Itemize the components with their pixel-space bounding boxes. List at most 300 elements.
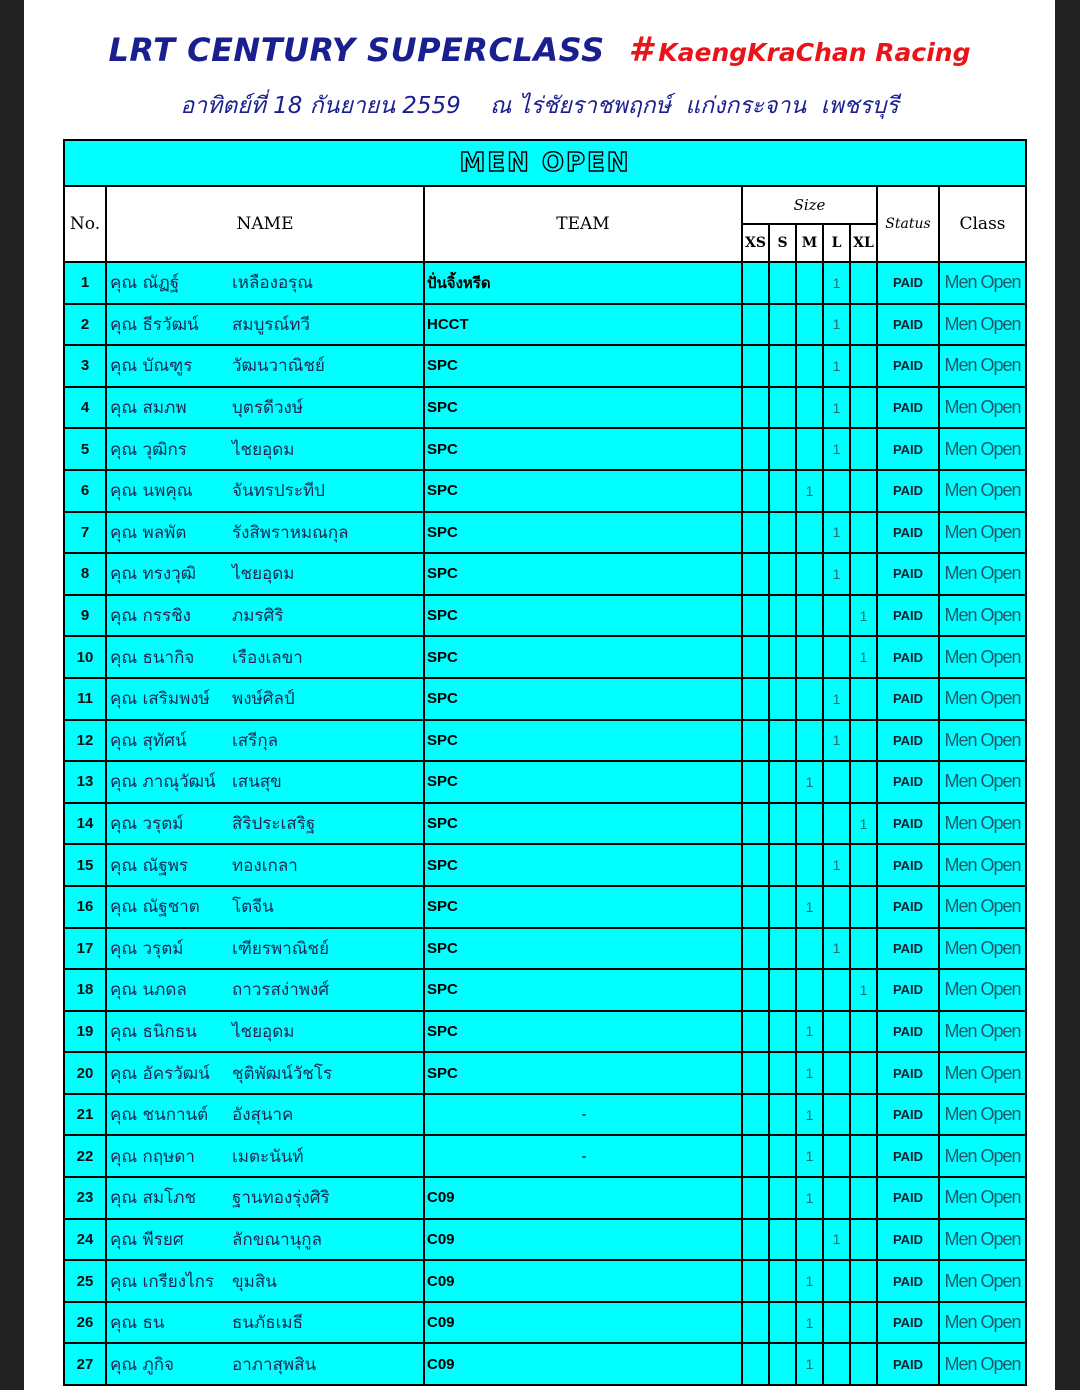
first-name: คุณ อัครวัฒน์ [110,1063,210,1084]
first-name: คุณ ณัฐชาต [110,897,200,918]
cell-size-s [769,720,796,762]
cell-class: Men Open [939,262,1026,304]
cell-team: C09 [424,1177,742,1219]
cell-status: PAID [877,1011,939,1053]
cell-status: PAID [877,1177,939,1219]
cell-name [106,803,424,845]
cell-no: 24 [64,1219,106,1261]
cell-name [106,1177,424,1219]
cell-size-s [769,387,796,429]
cell-size-xs [742,1260,769,1302]
cell-size-l: 1 [823,553,850,595]
table-row [64,886,1026,928]
cell-size-s [769,886,796,928]
cell-size-m: 1 [796,1052,823,1094]
cell-size-m [796,928,823,970]
cell-team: SPC [424,886,742,928]
cell-team: SPC [424,844,742,886]
cell-team: HCCT [424,304,742,346]
cell-status: PAID [877,345,939,387]
first-name: คุณ เกรียงไกร [110,1271,215,1292]
cell-size-xl [850,428,877,470]
table-row [64,803,1026,845]
cell-class: Men Open [939,928,1026,970]
cell-status: PAID [877,1302,939,1344]
cell-class: Men Open [939,1260,1026,1302]
cell-size-s [769,636,796,678]
table-row [64,761,1026,803]
cell-team: SPC [424,928,742,970]
cell-size-xl [850,387,877,429]
cell-size-xs [742,969,769,1011]
last-name: ธนภัธเมธี [232,1313,303,1334]
table-row [64,553,1026,595]
cell-size-s [769,1260,796,1302]
cell-size-xs [742,1302,769,1344]
cell-size-xl [850,553,877,595]
cell-team: C09 [424,1302,742,1344]
cell-name [106,928,424,970]
registration-table [63,139,1027,1386]
cell-size-l: 1 [823,387,850,429]
cell-status: PAID [877,720,939,762]
cell-no: 1 [64,262,106,304]
cell-no: 15 [64,844,106,886]
cell-status: PAID [877,1260,939,1302]
cell-class: Men Open [939,1094,1026,1136]
cell-size-xl [850,720,877,762]
cell-size-s [769,761,796,803]
first-name: คุณ ณัฐพร [110,855,189,876]
cell-status: PAID [877,1219,939,1261]
first-name: คุณ ธน [110,1313,165,1334]
last-name: รังสิพราหมณกุล [232,522,349,543]
cell-no: 2 [64,304,106,346]
cell-size-s [769,1343,796,1385]
cell-team: C09 [424,1219,742,1261]
table-row [64,928,1026,970]
cell-size-xs [742,428,769,470]
column-header-size-xl: XL [850,224,877,262]
first-name: คุณ เสริมพงษ์ [110,689,210,710]
cell-class: Men Open [939,470,1026,512]
cell-size-xl: 1 [850,803,877,845]
cell-size-xs [742,345,769,387]
cell-class: Men Open [939,886,1026,928]
column-header-size: Size [742,186,877,224]
first-name: คุณ ภาณุวัฒน์ [110,772,216,793]
cell-name [106,304,424,346]
cell-team: SPC [424,803,742,845]
cell-no: 8 [64,553,106,595]
cell-class: Men Open [939,553,1026,595]
cell-size-m [796,1219,823,1261]
cell-size-m [796,636,823,678]
cell-size-l [823,761,850,803]
cell-team: SPC [424,678,742,720]
column-header-name: NAME [106,186,424,262]
first-name: คุณ ทรงวุฒิ [110,564,197,585]
cell-name [106,636,424,678]
cell-name [106,1219,424,1261]
first-name: คุณ วรุตม์ [110,938,184,959]
cell-size-m [796,720,823,762]
cell-class: Men Open [939,595,1026,637]
cell-no: 11 [64,678,106,720]
table-row [64,1094,1026,1136]
cell-class: Men Open [939,803,1026,845]
cell-team: SPC [424,595,742,637]
cell-size-xs [742,595,769,637]
table-row [64,969,1026,1011]
cell-size-xl [850,1260,877,1302]
cell-name [106,470,424,512]
cell-size-l [823,636,850,678]
cell-team: SPC [424,1052,742,1094]
cell-status: PAID [877,1052,939,1094]
last-name: ลักขณานุกูล [232,1229,322,1250]
cell-size-xs [742,1219,769,1261]
cell-class: Men Open [939,345,1026,387]
table-row [64,1052,1026,1094]
cell-name [106,886,424,928]
cell-size-xl: 1 [850,636,877,678]
cell-no: 6 [64,470,106,512]
cell-no: 3 [64,345,106,387]
cell-name [106,1343,424,1385]
table-row [64,678,1026,720]
last-name: สมบูรณ์ทวี [232,314,311,335]
column-header-size-s: S [769,224,796,262]
table-row [64,345,1026,387]
cell-class: Men Open [939,1343,1026,1385]
cell-no: 21 [64,1094,106,1136]
first-name: คุณ ณัฏฐ์ [110,273,180,294]
table-row [64,595,1026,637]
table-row [64,1260,1026,1302]
cell-size-xl [850,512,877,554]
cell-team: SPC [424,1011,742,1053]
cell-status: PAID [877,969,939,1011]
cell-size-l [823,1302,850,1344]
cell-size-xl: 1 [850,595,877,637]
cell-class: Men Open [939,636,1026,678]
cell-class: Men Open [939,1302,1026,1344]
cell-size-m [796,595,823,637]
document-title [24,30,1055,70]
cell-size-xs [742,886,769,928]
cell-size-m [796,844,823,886]
cell-size-m [796,304,823,346]
table-row [64,1177,1026,1219]
cell-size-s [769,595,796,637]
document-page [24,0,1055,1390]
last-name: พงษ์ศิลป์ [232,689,295,710]
first-name: คุณ ภูกิจ [110,1354,175,1375]
table-body [64,262,1026,1385]
cell-size-l [823,1011,850,1053]
cell-size-s [769,345,796,387]
cell-team: - [424,1094,742,1136]
first-name: คุณ วุฒิกร [110,439,187,460]
cell-class: Men Open [939,428,1026,470]
cell-status: PAID [877,928,939,970]
first-name: คุณ บัณฑูร [110,356,193,377]
last-name: ฐานทองรุ่งศิริ [232,1188,330,1209]
cell-size-xs [742,636,769,678]
cell-size-s [769,928,796,970]
cell-status: PAID [877,262,939,304]
cell-size-m: 1 [796,1260,823,1302]
cell-team: SPC [424,470,742,512]
cell-size-xs [742,1135,769,1177]
last-name: เสรีกุล [232,730,279,751]
cell-size-xs [742,720,769,762]
last-name: ภมรศิริ [232,606,284,627]
table-row [64,1219,1026,1261]
cell-size-xl [850,1302,877,1344]
column-header-status: Status [877,186,939,262]
cell-size-xs [742,1011,769,1053]
last-name: ไชยอุดม [232,439,295,460]
cell-class: Men Open [939,1011,1026,1053]
table-row [64,1011,1026,1053]
cell-class: Men Open [939,1219,1026,1261]
cell-no: 27 [64,1343,106,1385]
cell-size-l [823,1260,850,1302]
first-name: คุณ ชนกานต์ [110,1105,209,1126]
table-row [64,387,1026,429]
cell-status: PAID [877,886,939,928]
cell-size-m: 1 [796,1177,823,1219]
cell-size-xs [742,1052,769,1094]
cell-size-xs [742,1177,769,1219]
cell-team: SPC [424,553,742,595]
cell-status: PAID [877,428,939,470]
cell-no: 9 [64,595,106,637]
table-row [64,636,1026,678]
cell-no: 20 [64,1052,106,1094]
cell-no: 14 [64,803,106,845]
cell-size-xs [742,761,769,803]
cell-class: Men Open [939,1135,1026,1177]
cell-size-l [823,470,850,512]
cell-name [106,969,424,1011]
last-name: เสนสุข [232,772,282,793]
cell-name [106,1302,424,1344]
cell-size-xs [742,512,769,554]
cell-size-m [796,345,823,387]
cell-no: 23 [64,1177,106,1219]
cell-team: SPC [424,387,742,429]
cell-size-xs [742,387,769,429]
cell-size-s [769,262,796,304]
cell-status: PAID [877,595,939,637]
cell-class: Men Open [939,678,1026,720]
cell-team: C09 [424,1260,742,1302]
cell-size-l [823,969,850,1011]
cell-size-l: 1 [823,262,850,304]
last-name: ไชยอุดม [232,564,295,585]
table-row [64,844,1026,886]
event-date-location: อาทิตย์ที่ 18 กันยายน 2559 ณ ไร่ชัยราชพฤกษ์ แก่งกระจาน เพชรบุรี [180,93,899,119]
cell-status: PAID [877,512,939,554]
cell-size-xs [742,262,769,304]
hashtag-event: KaengKraChan Racing [658,38,971,67]
cell-team: SPC [424,345,742,387]
cell-team: SPC [424,512,742,554]
cell-size-s [769,470,796,512]
hashtag-symbol: # [628,30,653,70]
cell-size-m [796,262,823,304]
cell-size-l: 1 [823,678,850,720]
cell-size-xl [850,928,877,970]
first-name: คุณ นภดล [110,980,187,1001]
cell-no: 26 [64,1302,106,1344]
cell-size-xs [742,1343,769,1385]
cell-size-m [796,428,823,470]
cell-no: 4 [64,387,106,429]
cell-size-m [796,678,823,720]
first-name: คุณ พลพัต [110,522,187,543]
cell-size-xl [850,1094,877,1136]
cell-size-xs [742,553,769,595]
cell-size-l [823,1343,850,1385]
last-name: ขุมสิน [232,1271,277,1292]
table-row [64,1343,1026,1385]
last-name: เมตะนันท์ [232,1146,304,1167]
last-name: ทองเกลา [232,855,298,876]
cell-no: 13 [64,761,106,803]
cell-size-xl [850,470,877,512]
column-header-no: No. [64,186,106,262]
last-name: เหลืองอรุณ [232,273,314,294]
cell-size-xl [850,886,877,928]
cell-status: PAID [877,678,939,720]
column-header-size-m: M [796,224,823,262]
cell-size-s [769,304,796,346]
cell-size-xl [850,345,877,387]
cell-name [106,1011,424,1053]
cell-no: 19 [64,1011,106,1053]
cell-status: PAID [877,304,939,346]
cell-size-m: 1 [796,1094,823,1136]
cell-size-xl [850,304,877,346]
cell-size-xl [850,1343,877,1385]
cell-size-xs [742,844,769,886]
cell-size-m: 1 [796,1135,823,1177]
cell-team: ปั่นจิ้งหรีด [424,262,742,304]
cell-size-s [769,512,796,554]
cell-size-s [769,1135,796,1177]
cell-size-l [823,595,850,637]
cell-size-xs [742,470,769,512]
table-row [64,470,1026,512]
last-name: ถาวรสง่าพงศ์ [232,980,330,1001]
cell-size-s [769,969,796,1011]
cell-size-xs [742,1094,769,1136]
cell-size-xs [742,678,769,720]
cell-no: 10 [64,636,106,678]
cell-name [106,345,424,387]
cell-size-s [769,553,796,595]
cell-size-m: 1 [796,761,823,803]
cell-size-m [796,512,823,554]
first-name: คุณ วรุตม์ [110,814,184,835]
cell-size-l [823,1052,850,1094]
last-name: ไชยอุดม [232,1021,295,1042]
cell-name [106,512,424,554]
cell-no: 12 [64,720,106,762]
column-header-size-l: L [823,224,850,262]
cell-size-s [769,1302,796,1344]
last-name: บุตรดีวงษ์ [232,398,304,419]
cell-size-s [769,1011,796,1053]
cell-size-m [796,969,823,1011]
cell-no: 25 [64,1260,106,1302]
last-name: ชุติพัฒน์วัชโร [232,1063,333,1084]
cell-size-l: 1 [823,720,850,762]
last-name: จันทรประทีป [232,481,325,502]
cell-size-xs [742,928,769,970]
table-row [64,720,1026,762]
cell-no: 5 [64,428,106,470]
cell-size-xl [850,1052,877,1094]
category-banner: MEN OPEN [64,140,1026,186]
first-name: คุณ พีรยศ [110,1229,184,1250]
cell-size-s [769,1177,796,1219]
first-name: คุณ สุทัศน์ [110,730,187,751]
first-name: คุณ นพคุณ [110,481,193,502]
cell-size-l: 1 [823,304,850,346]
cell-size-xl [850,844,877,886]
cell-size-m [796,387,823,429]
cell-status: PAID [877,844,939,886]
cell-no: 22 [64,1135,106,1177]
cell-name [106,1052,424,1094]
first-name: คุณ ธนิกธน [110,1021,197,1042]
cell-size-s [769,844,796,886]
cell-name [106,844,424,886]
cell-size-l: 1 [823,345,850,387]
cell-name [106,761,424,803]
cell-size-s [769,1052,796,1094]
first-name: คุณ สมโภช [110,1188,197,1209]
cell-no: 17 [64,928,106,970]
cell-name [106,262,424,304]
cell-size-m: 1 [796,470,823,512]
column-header-team: TEAM [424,186,742,262]
cell-status: PAID [877,1343,939,1385]
table-row [64,1302,1026,1344]
cell-size-xl [850,1177,877,1219]
cell-size-xl [850,1011,877,1053]
cell-name [106,720,424,762]
cell-name [106,1135,424,1177]
cell-size-m: 1 [796,886,823,928]
cell-size-s [769,803,796,845]
cell-name [106,678,424,720]
cell-size-m [796,803,823,845]
cell-name [106,387,424,429]
cell-status: PAID [877,1135,939,1177]
cell-size-m [796,553,823,595]
last-name: เฑียรพาณิชย์ [232,938,330,959]
last-name: อาภาสุพสิน [232,1354,317,1375]
cell-size-m: 1 [796,1343,823,1385]
cell-size-xs [742,803,769,845]
cell-size-l [823,1135,850,1177]
